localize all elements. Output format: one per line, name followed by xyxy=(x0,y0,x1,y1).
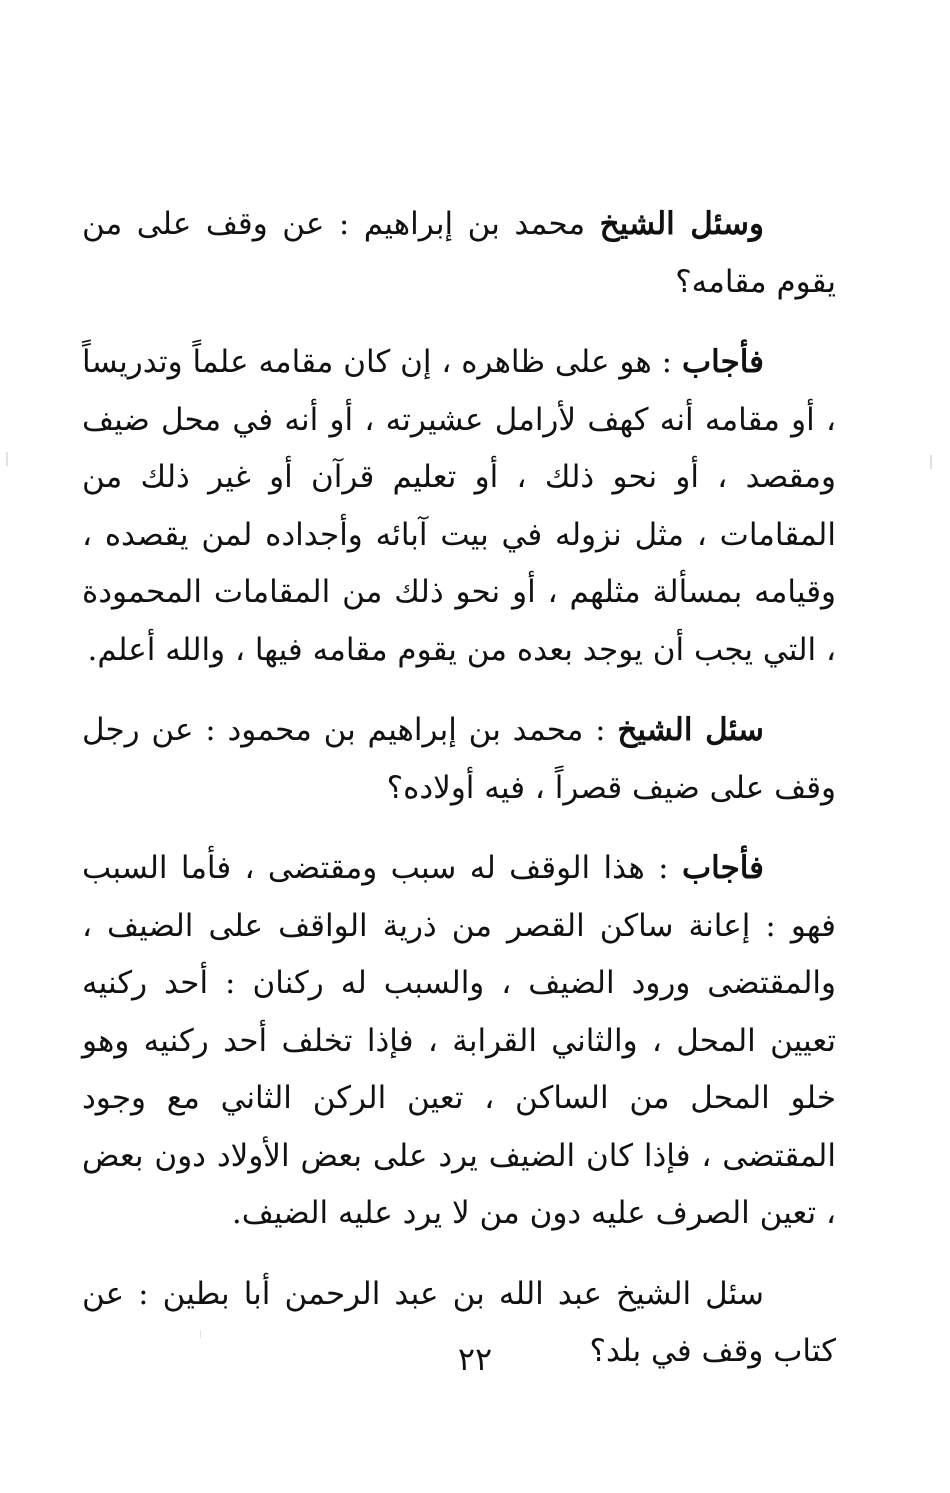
paragraph-text: عبد الله بن عبد الرحمن أبا بطين : عن كتاب وقف في بلد؟ xyxy=(82,1275,836,1369)
page-number: ٢٢ xyxy=(457,1340,493,1378)
paragraph-text: : هذا الوقف له سبب ومقتضى ، فأما السبب فهو : إعانة ساكن القصر من ذرية الواقف على الضيف ، والمقتضى ورود الضيف ، والسبب له ركنان : أحد ركنيه تعيين المحل ، والثاني القرابة ، فإذا تخلف أحد ركنيه وهو خلو المحل من الساكن ، تعين الركن الثاني مع وجود المقتضى ، فإذا كان الضيف يرد على بعض الأولاد دون بعض ، تعين الصرف عليه دون من لا يرد عليه الضيف. xyxy=(82,850,836,1231)
paragraph-text: : هو على ظاهره ، إن كان مقامه علماً وتدريساً ، أو مقامه أنه كهف لأرامل عشيرته ، أو أنه في محل ضيف ومقصد ، أو نحو ذلك ، أو تعليم قرآن أو غير ذلك من المقامات ، مثل نزوله في بيت آبائه وأجداده لمن يقصده ، وقيامه بمسألة مثلهم ، أو نحو ذلك من المقامات المحمودة ، التي يجب أن يوجد بعده من يقوم مقامه فيها ، والله أعلم. xyxy=(82,344,836,668)
margin-mark-right xyxy=(930,455,932,469)
paragraph-text: : محمد بن إبراهيم بن محمود : عن رجل وقف على ضيف قصراً ، فيه أولاده؟ xyxy=(82,712,836,806)
paragraph-question-1 xyxy=(82,196,836,311)
paragraph-lead: فأجاب xyxy=(681,850,764,886)
paragraph-text: محمد بن إبراهيم : عن وقف على من يقوم مقامه؟ xyxy=(82,206,836,300)
body-text xyxy=(82,196,836,1404)
margin-mark-left xyxy=(6,452,8,466)
paragraph-lead: سئل الشيخ xyxy=(616,1275,764,1312)
paragraph-answer-2 xyxy=(82,840,836,1243)
paragraph-question-2 xyxy=(82,702,836,817)
paragraph-lead: وسئل الشيخ xyxy=(599,206,764,242)
paragraph-lead: فأجاب xyxy=(681,344,764,380)
paragraph-answer-1 xyxy=(82,334,836,679)
paragraph-lead: سئل الشيخ xyxy=(617,712,764,748)
